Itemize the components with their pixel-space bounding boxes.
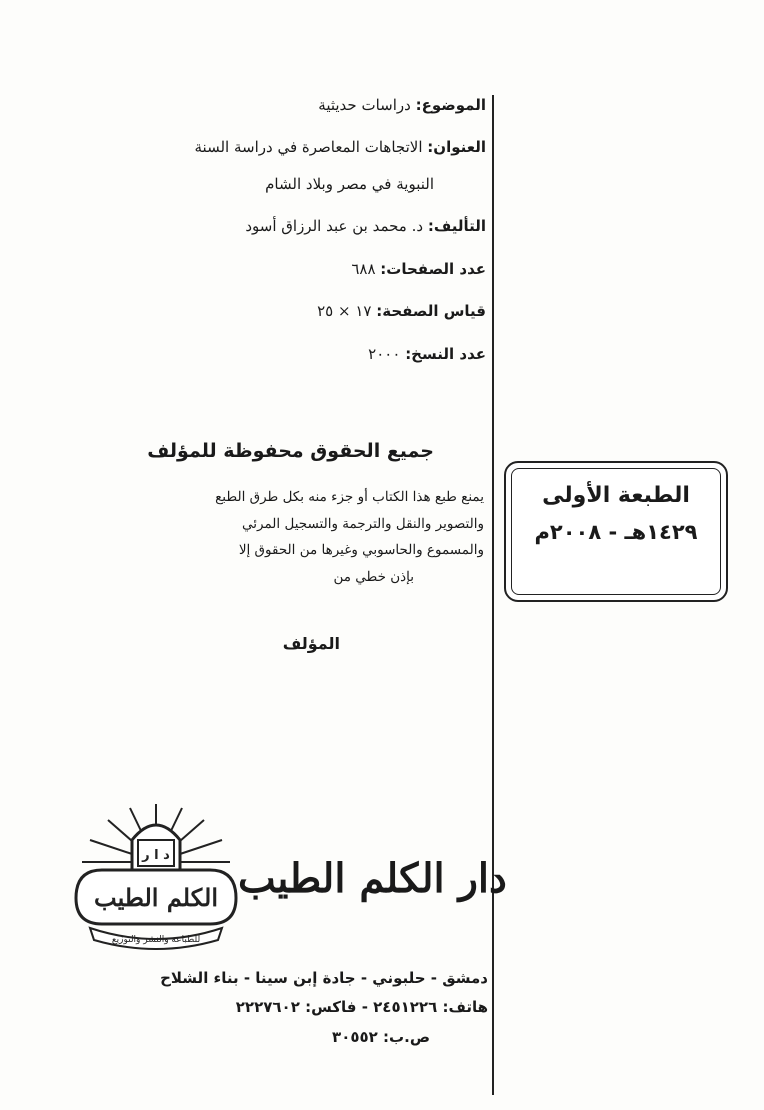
title-label: العنوان:	[427, 138, 486, 156]
author-line	[156, 215, 486, 237]
rights-line: والتصوير والنقل والترجمة والتسجيل المرئي	[242, 515, 484, 532]
rights-line: بإذن خطي من	[333, 568, 414, 585]
size-line	[156, 300, 486, 322]
rights-title: جميع الحقوق محفوظة للمؤلف	[147, 440, 434, 462]
title-continuation	[104, 173, 434, 195]
rights-line: والمسموع والحاسوبي وغيرها من الحقوق إلا	[238, 542, 484, 558]
rights-notice	[184, 484, 484, 590]
author-value: د. محمد بن عبد الرزاق أسود	[245, 217, 424, 235]
author-label: التأليف:	[427, 217, 486, 235]
publisher-emblem-icon	[72, 800, 240, 950]
size-label: قياس الصفحة:	[376, 302, 486, 320]
title-value-line2: النبوية في مصر وبلاد الشام	[265, 175, 434, 193]
pages-label: عدد الصفحات:	[380, 260, 486, 278]
emblem-subtitle: للطباعة والنشر والتوزيع	[111, 935, 201, 945]
subject-value: دراسات حديثية	[318, 96, 411, 114]
emblem-text: الكلم الطيب	[94, 883, 218, 912]
rights-author: المؤلف	[282, 634, 340, 653]
edition-date: ١٤٢٩هـ - ٢٠٠٨م	[534, 520, 698, 544]
title-line	[156, 136, 486, 158]
address-line: دمشق - حلبوني - جادة إبن سينا - بناء الشلاح	[160, 969, 488, 987]
title-value: الاتجاهات المعاصرة في دراسة السنة	[194, 138, 423, 156]
edition-title: الطبعة الأولى	[542, 483, 690, 508]
vertical-divider	[492, 95, 494, 1095]
publisher-name: دار الكلم الطيب	[238, 855, 507, 902]
emblem-letters: د ا ر	[142, 848, 170, 863]
subject-label: الموضوع:	[415, 96, 486, 114]
copies-label: عدد النسخ:	[405, 345, 486, 363]
edition-box	[504, 461, 728, 602]
phone-line: هاتف: ٢٤٥١٢٢٦ - فاكس: ٢٢٢٧٦٠٢	[235, 998, 488, 1016]
rights-line: يمنع طبع هذا الكتاب أو جزء منه بكل طرق الطبع	[215, 489, 484, 505]
size-value: ١٧ × ٢٥	[317, 302, 372, 320]
pages-value: ٦٨٨	[351, 260, 376, 278]
pages-line	[156, 258, 486, 280]
pobox-line: ص.ب: ٣٠٥٥٢	[332, 1028, 430, 1046]
subject-line	[156, 94, 486, 116]
copies-value: ٢٠٠٠	[368, 345, 401, 363]
copies-line	[156, 343, 486, 365]
